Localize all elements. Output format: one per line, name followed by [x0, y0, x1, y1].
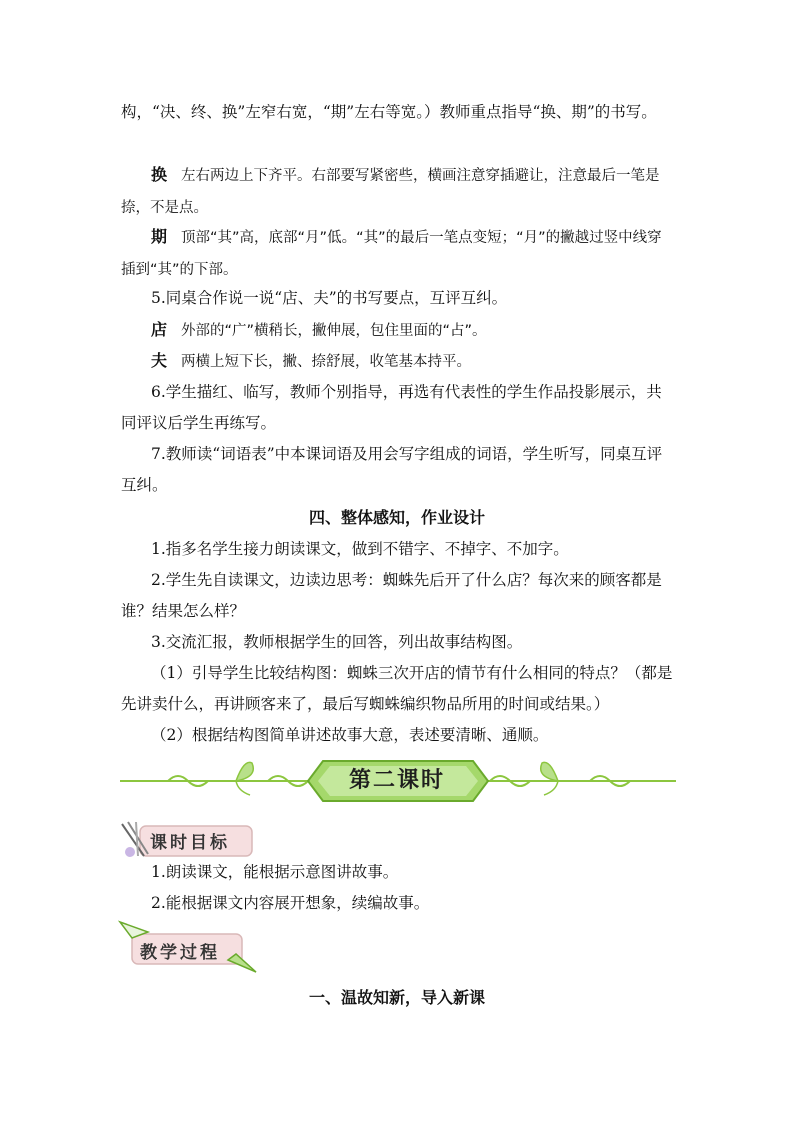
char-dian: 店: [151, 320, 168, 339]
char-guide-dian: [121, 314, 676, 347]
process-tag-label: 教学过程: [140, 943, 220, 963]
note-qi: 顶部“其”高，底部“月”低。“其”的最后一笔点变短；“月”的撇越过竖中线穿插到“其”的下部。: [121, 230, 662, 278]
paragraph-structure-note: 构，“决、终、换”左窄右宽，“期”左右等宽。）教师重点指导“换、期”的书写。: [121, 103, 657, 121]
section4-item-3-1: （1）引导学生比较结构图：蜘蛛三次开店的情节有什么相同的特点？（都是先讲卖什么，再讲顾客来了，最后写蜘蛛编织物品所用的时间或结果。）: [121, 664, 673, 713]
char-huan: 换: [151, 165, 168, 184]
char-guide-fu: [121, 345, 676, 378]
section4-item-3-2: （2）根据结构图简单讲述故事大意，表述要清晰、通顺。: [151, 726, 549, 744]
section4-item-2: 2.学生先自读课文，边读边思考：蜘蛛先后开了什么店？每次来的顾客都是谁？结果怎么样？: [121, 571, 662, 620]
section-heading-4: 四、整体感知，作业设计: [308, 508, 485, 527]
paragraph-step-6: 6.学生描红、临写，教师个别指导，再选有代表性的学生作品投影展示，共同评议后学生再练写。: [121, 383, 662, 432]
char-qi: 期: [151, 227, 168, 246]
char-fu: 夫: [151, 351, 168, 370]
char-guide-qi: [121, 221, 676, 286]
section-heading-review: 一、温故知新，导入新课: [308, 988, 485, 1007]
goal-item-1: 1.朗读课文，能根据示意图讲故事。: [151, 863, 399, 881]
section4-item-1: 1.指多名学生接力朗读课文，做到不错字、不掉字、不加字。: [151, 540, 569, 558]
goal-item-2: 2.能根据课文内容展开想象，续编故事。: [151, 894, 430, 912]
note-huan: 左右两边上下齐平。右部要写紧密些，横画注意穿插避让，注意最后一笔是捺，不是点。: [121, 168, 660, 216]
paragraph-step-7: 7.教师读“词语表”中本课词语及用会写字组成的词语，学生听写，同桌互评互纠。: [121, 445, 663, 494]
note-dian: 外部的“广”横稍长，撇伸展，包住里面的“占”。: [181, 323, 487, 339]
goals-tag-label: 课时目标: [150, 833, 230, 853]
banner-title: 第二课时: [348, 767, 445, 793]
note-fu: 两横上短下长，撇、捺舒展，收笔基本持平。: [181, 354, 472, 370]
section4-item-3: 3.交流汇报，教师根据学生的回答，列出故事结构图。: [151, 633, 523, 651]
paragraph-step-5: 5.同桌合作说一说“店、夫”的书写要点，互评互纠。: [151, 289, 508, 307]
char-guide-huan: [121, 159, 676, 224]
